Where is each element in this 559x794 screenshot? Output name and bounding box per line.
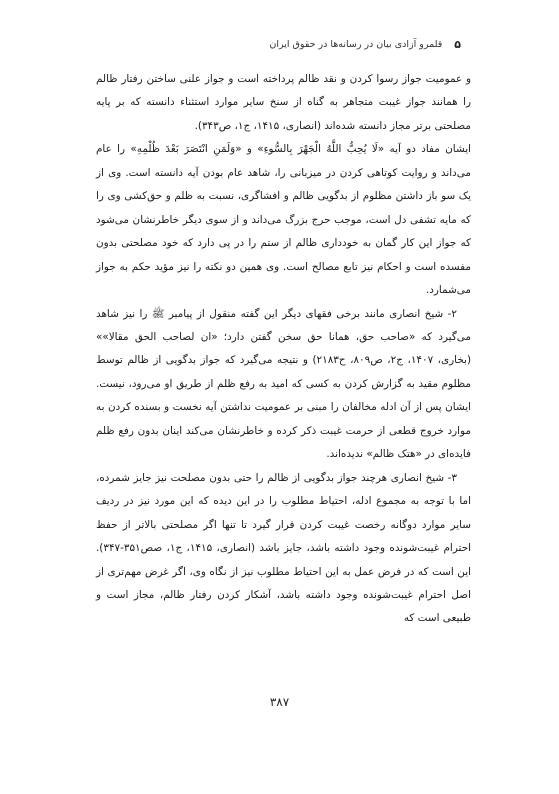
header-page-number: ۵ (454, 37, 461, 51)
page-number: ۳۸۷ (269, 695, 290, 709)
paragraph: ۳- شیخ انصاری هرچند جواز بدگویی از ظالم را حتی بدون مصلحت نیز جایز شمرده، اما با توجه به مجموع ادله، احتیاط مطلوب را در این دیده که این مورد نیز در ردیف سایر موارد دوگانه رخصت غیبت کردن قرار گیرد تا تنها اگر مصلحتی بالاتر از حفظ احترام غیبت‌شونده وجود داشته باشد، جایز باشد (انصاری، ۱۴۱۵، ج۱، صص۳۵۱-۳۴۷). این است که در فرض عمل به این احتیاط مطلوب نیز از نگاه وی، اگر غرض مهم‌تری از اصل احترام غیبت‌شونده وجود داشته باشد، آشکار کردن رفتار ظالم، مجاز است و طبیعی است که (96, 471, 471, 625)
paragraph: ایشان مفاد دو آیه «لَا یُحِبُّ اللَّهُ الْجَهْرَ بِالسُّوءِ» و «وَلَمَنِ انْتَصَرَ بَعْدَ ظُلْمِهِ» را عام می‌داند و روایت کوتاهی کردن در میزبانی را، شاهد عام بودن آیه دانسته است. وی از یک سو باز داشتن مظلوم از بدگویی ظالم و افشاگری، نسبت به ظلم و حق‌کشی وی را که مایه تشفی دل است، موجب حرج بزرگ می‌داند و از سوی دیگر خاطرنشان می‌شود که جواز این کار گمان به خودداری ظالم از ستم را در پی دارد که خود مصلحتی بدون مفسده است و احکام نیز تابع مصالح است. وی همین دو نکته را نیز مؤید حکم به جواز می‌شمارد. (96, 143, 471, 297)
running-header (98, 36, 461, 52)
body-text (96, 68, 471, 631)
paragraph: ۲- شیخ انصاری مانند برخی فقهای دیگر این گفته منقول از پیامبر ﷺ را نیز شاهد می‌گیرد که «صاحب حق، همانا حق سخن گفتن دارد؛ «ان لصاحب الحق مقالا»» (بخاری، ۱۴۰۷، ج۲، ص۸۰۹، ح۲۱۸۳) و نتیجه می‌گیرد که جواز بدگویی از ظالم توسط مظلوم مقید به گزارش کردن به کسی که امید به رفع ظلم از طریق او می‌رود، نیست. ایشان پس از آن ادله مخالفان را مبنی بر عمومیت نداشتن آیه نخست و بسنده کردن به موارد خروج قطعی از حرمت غیبت ذکر کرده و خاطرنشان می‌کند اینان بدون رفع ظلم فایده‌ای در «هتک ظالم» ندیده‌اند. (96, 307, 471, 461)
paragraph: و عمومیت جواز رسوا کردن و نقد ظالم پرداخته است و جواز علنی ساختن رفتار ظالم را همانند جواز غیبت متجاهر به گناه از سنخ سایر موارد استثناء دانسته که بر پایه مصلحتی برتر مجاز دانسته شده‌اند (انصاری، ۱۴۱۵، ج۱، ص۳۴۳). (96, 73, 471, 132)
running-title: قلمرو آزادی بیان در رسانه‌ها در حقوق ایران (269, 38, 443, 50)
